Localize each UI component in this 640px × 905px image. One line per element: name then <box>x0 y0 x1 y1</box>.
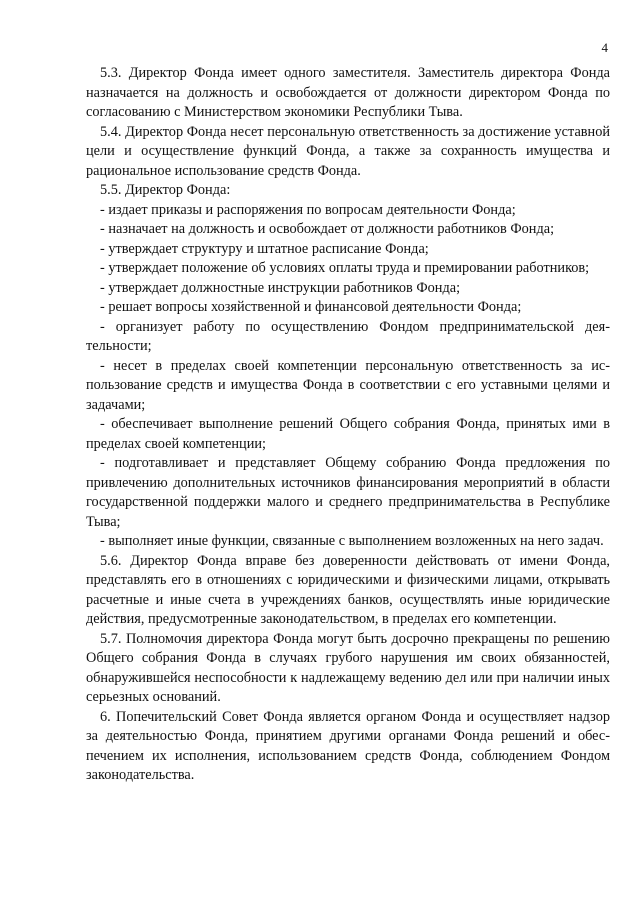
list-item-structure: - утверждает структуру и штатное расписание Фонда; <box>100 240 429 257</box>
list-item-appointments: - назначает на должность и освобождает от должности работников Фонда; <box>100 221 555 237</box>
paragraph-5-6: 5.6. Директор Фонда вправе без доверенности действовать от имени Фонда, представлять его в отношениях с юридическими и физическими лицами, открывать расчетные и иные счета в учреждениях банков, осуществлять иные юридические действия, предусмотренные законодательством, в пределах его компетенции. <box>86 552 610 627</box>
paragraph-5-5-heading: 5.5. Директор Фонда: <box>100 182 231 198</box>
list-item-economic-issues: - решает вопросы хозяйственной и финансовой деятельности Фонда; <box>100 299 522 315</box>
list-item-other-functions: - выполняет иные функции, связанные с выполнением возложенных на него задач. <box>100 533 604 549</box>
list-item-orders: - издает приказы и распоряжения по вопросам деятельности Фонда; <box>100 201 516 218</box>
list-item-job-instructions: - утверждает должностные инструкции работников Фонда; <box>100 279 461 296</box>
list-item-execution: - обеспечивает выполнение решений Общего собрания Фонда, принятых ими в пределах своей компетенции; <box>86 416 610 452</box>
paragraph-6: 6. Попечительский Совет Фонда является органом Фонда и осуществляет надзор за деятельностью Фонда, принятием другими органами Фонда решений и обеспечением их исполнения, использованием средств Фонда, соблюдением Фондом законодательства. <box>86 708 610 783</box>
page-number: 4 <box>601 40 608 55</box>
document-body <box>86 64 610 786</box>
paragraph-5-3: 5.3. Директор Фонда имеет одного заместителя. Заместитель директора Фонда назначается на должность и освобождается от должности директором Фонда по согласованию с Министерством экономики Республики Тыва. <box>86 65 610 120</box>
list-item-proposals: - подготавливает и представляет Общему собранию Фонда предложения по привлечению дополнительных источников финансирования мероприятий в области государственной поддержки малого и среднего предпринимательства в Республике Тыва; <box>86 455 610 530</box>
list-item-remuneration: - утверждает положение об условиях оплаты труда и премировании работников; <box>100 260 590 276</box>
paragraph-5-4: 5.4. Директор Фонда несет персональную ответственность за достижение уставной цели и осуществление функций Фонда, а также за сохранность имущества и рациональное использование средств Фонда. <box>86 123 610 179</box>
list-item-responsibility: - несет в пределах своей компетенции персональную ответственность за использование средств и имущества Фонда в соответствии с его уставными целями и задачами; <box>86 357 610 413</box>
paragraph-5-7: 5.7. Полномочия директора Фонда могут быть досрочно прекращены по решению Общего собрания Фонда в случаях грубого нарушения им своих обязанностей, обнаружившейся неспособности к надлежащему ведению дел или при наличии иных серьезных оснований. <box>86 630 610 705</box>
list-item-entrepreneurship: - организует работу по осуществлению Фондом предпринимательской деятельности; <box>86 318 610 354</box>
